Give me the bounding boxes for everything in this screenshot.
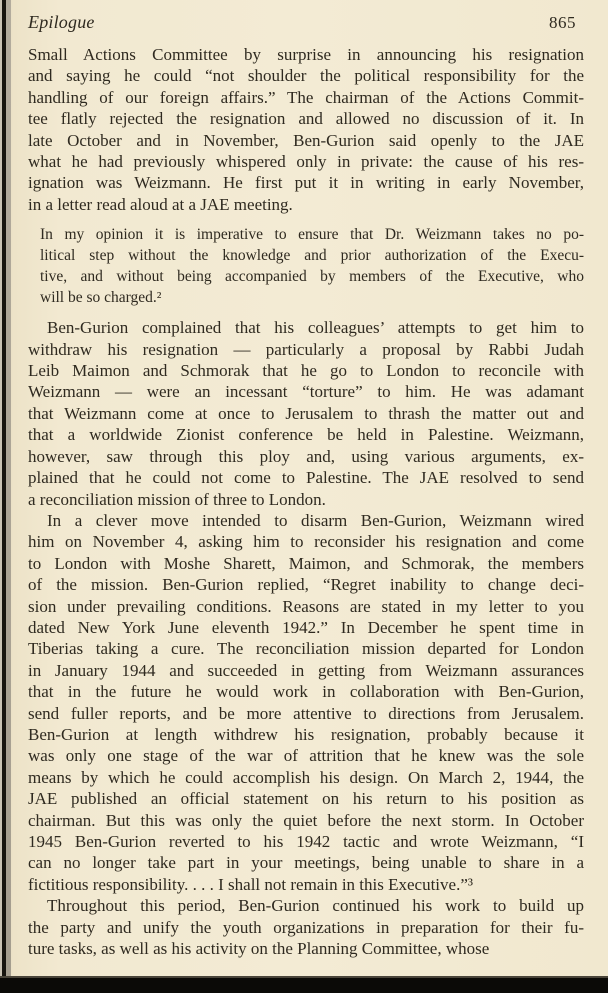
paragraph xyxy=(28,317,584,510)
text-line: Leib Maimon and Schmorak that he go to London to reconcile with xyxy=(28,361,584,381)
text-line: send fuller reports, and be more attentive to directions from Jerusalem. xyxy=(28,703,584,723)
page-content xyxy=(28,12,584,959)
text-line: in January 1944 and succeeded in getting from Weizmann assurances xyxy=(28,660,584,680)
scan-bottom-bar xyxy=(0,978,608,993)
text-line: tee flatly rejected the resignation and allowed no discussion of it. In xyxy=(28,109,584,129)
paragraph xyxy=(28,510,584,895)
text-line: In a clever move intended to disarm Ben-Gurion, Weizmann wired xyxy=(47,510,584,530)
text-line: ture tasks, as well as his activity on the Planning Committee, whose xyxy=(28,939,490,959)
paragraph-continuation xyxy=(28,44,584,215)
text-line: dated New York June eleventh 1942.” In December he spent time in xyxy=(28,617,584,637)
running-title: Epilogue xyxy=(28,12,95,32)
text-line: him on November 4, asking him to reconsider his resignation and come xyxy=(28,532,584,552)
text-line: Tiberias taking a cure. The reconciliation mission departed for London xyxy=(28,639,584,659)
text-line: that Weizmann come at once to Jerusalem to thrash the matter out and xyxy=(28,403,584,423)
text-line: ignation was Weizmann. He first put it in writing in early November, xyxy=(28,173,584,193)
text-line: to London with Moshe Sharett, Maimon, and Schmorak, the members xyxy=(28,553,584,573)
text-line: withdraw his resignation — particularly a proposal by Rabbi Judah xyxy=(28,339,584,359)
text-line: In my opinion it is imperative to ensure that Dr. Weizmann takes no po- xyxy=(40,226,584,244)
text-line: plained that he could not come to Palestine. The JAE resolved to send xyxy=(28,468,584,488)
text-line: Throughout this period, Ben-Gurion continued his work to build up xyxy=(47,896,584,916)
text-line: means by which he could accomplish his design. On March 2, 1944, the xyxy=(28,767,584,787)
text-line: and saying he could “not shoulder the political responsibility for the xyxy=(28,66,584,86)
text-line: what he had previously whispered only in private: the cause of his res- xyxy=(28,152,584,172)
text-line: will be so charged.² xyxy=(40,289,162,307)
text-line: litical step without the knowledge and prior authorization of the Execu- xyxy=(40,247,584,265)
text-line: that a worldwide Zionist conference be held in Palestine. Weizmann, xyxy=(28,425,584,445)
text-line: Ben-Gurion at length withdrew his resignation, probably because it xyxy=(28,724,584,744)
paragraph xyxy=(28,895,584,959)
text-line: that in the future he would work in collaboration with Ben-Gurion, xyxy=(28,682,584,702)
scan-left-edge-gray xyxy=(6,0,11,993)
text-line: JAE published an official statement on his return to his position as xyxy=(28,789,584,809)
block-quote xyxy=(40,224,584,308)
text-line: can no longer take part in your meetings, being unable to share in a xyxy=(28,853,584,873)
text-line: 1945 Ben-Gurion reverted to his 1942 tactic and wrote Weizmann, “I xyxy=(28,832,584,851)
text-line: however, saw through this ploy and, using various arguments, ex- xyxy=(28,446,584,466)
text-line: tive, and without being accompanied by members of the Executive, who xyxy=(40,268,584,286)
text-line: the party and unify the youth organizations in preparation for their fu- xyxy=(28,917,584,937)
text-line: Ben-Gurion complained that his colleagues’ attempts to get him to xyxy=(47,318,584,338)
text-line: fictitious responsibility. . . . I shall not remain in this Executive.”³ xyxy=(28,874,473,894)
text-line: sion under prevailing conditions. Reasons are stated in my letter to you xyxy=(28,596,584,616)
text-line: in a letter read aloud at a JAE meeting. xyxy=(28,194,293,214)
running-header xyxy=(28,12,584,33)
text-line: a reconciliation mission of three to London. xyxy=(28,489,326,509)
text-line: Weizmann — were an incessant “torture” to him. He was adamant xyxy=(28,382,584,402)
text-line: was only one stage of the war of attrition that he knew was the sole xyxy=(28,746,584,766)
page-number: 865 xyxy=(549,13,576,32)
text-line: chairman. But this was only the quiet before the next storm. In October xyxy=(28,810,584,830)
text-line: late October and in November, Ben-Gurion said openly to the JAE xyxy=(28,130,584,150)
text-line: of the mission. Ben-Gurion replied, “Regret inability to change deci- xyxy=(28,575,584,595)
text-line: handling of our foreign affairs.” The chairman of the Actions Commit- xyxy=(28,87,584,107)
text-line: Small Actions Committee by surprise in announcing his resignation xyxy=(28,45,584,64)
